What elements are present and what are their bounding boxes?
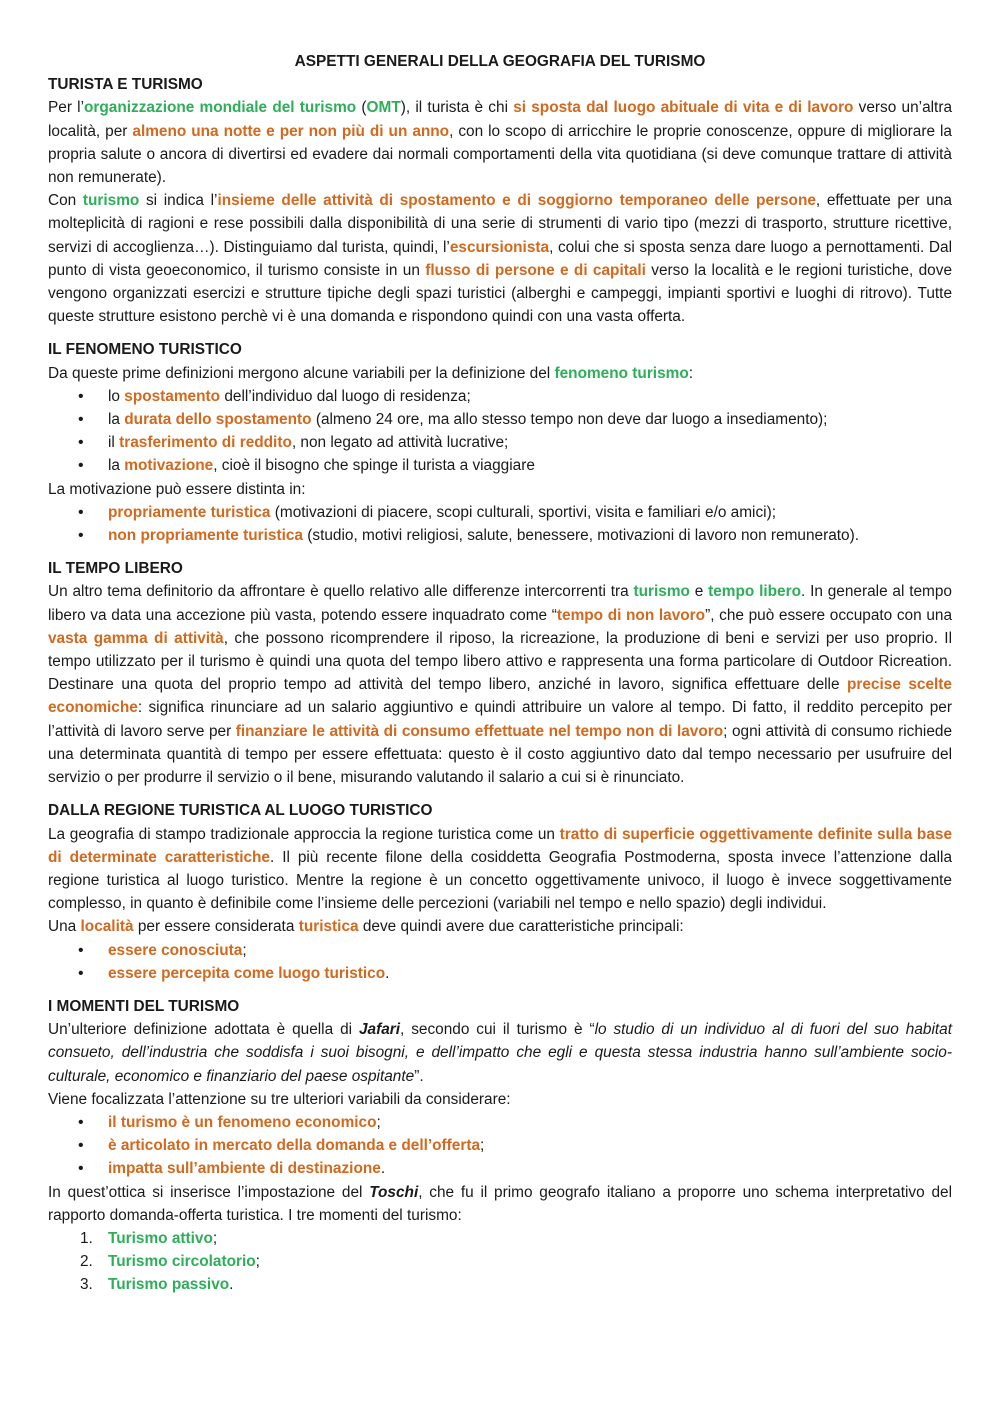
text-run: ”. — [414, 1067, 424, 1085]
text-run: insieme delle attività di spostamento e di soggiorno temporaneo delle persone — [217, 192, 816, 210]
text-run: ), il turista è chi — [400, 99, 514, 117]
text-run: (motivazioni di piacere, scopi culturali, sportivi, visita e familiari e/o amici); — [270, 503, 776, 521]
text-run: tempo libero — [708, 583, 801, 601]
text-run: ; — [480, 1137, 485, 1155]
text-run: , che fu il primo geografo italiano a proporre uno schema interpretativo del rapporto domanda-offerta turistica. I tre momenti del turismo: — [48, 1183, 952, 1224]
text-run: deve quindi avere due caratteristiche principali: — [358, 918, 684, 936]
list-item — [48, 454, 952, 477]
text-run: Jafari — [358, 1021, 401, 1039]
section-heading-turista: TURISTA E TURISMO — [48, 76, 203, 94]
text-run: e — [689, 583, 709, 601]
list-variabili — [48, 385, 952, 478]
paragraph-turista — [48, 96, 952, 189]
paragraph-tempo-libero — [48, 580, 952, 789]
numbered-item — [48, 1250, 952, 1273]
text-run: vasta gamma di attività — [48, 629, 224, 647]
text-run: OMT — [366, 99, 401, 117]
text-run: Da queste prime definizioni mergono alcune variabili per la definizione del — [48, 364, 555, 382]
text-run: , secondo cui il turismo è “ — [400, 1021, 595, 1039]
text-run: spostamento — [124, 387, 221, 405]
section-heading-regione: DALLA REGIONE TURISTICA AL LUOGO TURISTICO — [48, 802, 433, 820]
paragraph-motivazione — [48, 478, 952, 501]
text-run: Toschi — [369, 1183, 419, 1201]
item-number: 3. — [80, 1276, 93, 1294]
item-text — [108, 1276, 233, 1293]
text-run: propriamente turistica — [108, 503, 271, 521]
text-run: Un altro tema definitorio da affrontare è quello relativo alle differenze intercorrenti tra — [48, 583, 634, 601]
document-title: ASPETTI GENERALI DELLA GEOGRAFIA DEL TURISMO — [294, 53, 706, 70]
text-run: verso un’altra località, per — [48, 99, 953, 140]
text-run: località — [80, 918, 134, 936]
text-run: la — [108, 457, 125, 475]
text-run: la — [108, 411, 125, 429]
paragraph-turismo — [48, 189, 952, 328]
list-item — [48, 962, 952, 985]
text-run: turistica — [298, 918, 359, 936]
text-run: (studio, motivi religiosi, salute, benessere, motivazioni di lavoro non remunerato). — [302, 527, 860, 545]
text-run: turismo — [82, 192, 140, 210]
text-run: Una — [48, 918, 81, 936]
section-heading-fenomeno: IL FENOMENO TURISTICO — [48, 341, 242, 359]
text-run: dell’individuo dal luogo di residenza; — [220, 387, 471, 405]
text-run: , che possono ricomprendere il riposo, la ricreazione, la produzione di beni e servizi per uso proprio. Il tempo utilizzato per il turismo è quindi una quota del tempo libero attivo e rappresenta una forma particolare di Outdoor Ricreation. Destinare una quota del proprio tempo ad attività del tempo libero, anziché in lavoro, significa effettuare delle — [48, 629, 952, 694]
text-run: : — [688, 364, 694, 382]
text-run: ; — [212, 1229, 218, 1247]
text-run: Un’ulteriore definizione adottata è quella di — [48, 1021, 359, 1039]
paragraph-toschi — [48, 1181, 952, 1227]
paragraph-localita — [48, 915, 952, 938]
list-item — [48, 408, 952, 431]
list-item — [48, 939, 952, 962]
text-run: Turismo attivo — [108, 1229, 213, 1247]
text-run: verso la località e le regioni turistiche, dove vengono organizzati esercizi e strutture tipiche degli spazi turistici (alberghi e campeggi, impianti sportivi e luoghi di ritrovo). Tutte queste strutture esistono perchè vi è una domanda e rispondono quindi con una vasta offerta. — [48, 261, 952, 326]
text-run: , colui che si sposta senza dare luogo a pernottamenti. Dal punto di vista geoeconomico, il turismo consiste in un — [48, 238, 952, 279]
text-run: essere conosciuta — [108, 941, 243, 959]
text-run: ”, che può essere occupato con una — [705, 606, 953, 624]
list-ulteriori-variabili — [48, 1111, 952, 1181]
text-run: , con lo scopo di arricchire le proprie conoscenze, oppure di migliorare la propria salute o ancora di divertirsi ed evadere dai normali comportamenti della vita quotidiana (si deve comunque trattare di attività non remunerate). — [48, 122, 952, 187]
text-run: durata dello spostamento — [124, 411, 312, 429]
list-item — [48, 1157, 952, 1180]
list-item — [48, 1111, 952, 1134]
list-momenti — [48, 1227, 952, 1297]
text-run: per essere considerata — [133, 918, 299, 936]
list-caratteristiche — [48, 939, 952, 985]
list-item — [48, 431, 952, 454]
text-run: ; — [376, 1113, 381, 1131]
text-run: motivazione — [124, 457, 214, 475]
list-motivazioni — [48, 501, 952, 547]
item-number: 2. — [80, 1253, 93, 1271]
text-run: , effettuate per una molteplicità di ragioni e rese possibili dalla disponibilità di una serie di strumenti di vario tipo (mezzi di trasporto, strutture ricettive, servizi di accoglienza…). Distinguiamo dal turista, quindi, l’ — [48, 192, 952, 256]
paragraph-regione — [48, 823, 952, 916]
text-run: La geografia di stampo tradizionale approccia la regione turistica come un — [48, 825, 560, 843]
text-run: , cioè il bisogno che spinge il turista a viaggiare — [213, 457, 535, 475]
text-run: tempo di non lavoro — [556, 606, 706, 624]
text-run: . — [380, 1160, 386, 1178]
paragraph-variabili — [48, 1088, 952, 1111]
text-run: lo — [108, 387, 125, 405]
paragraph-fenomeno-intro — [48, 362, 952, 385]
numbered-item — [48, 1273, 952, 1296]
text-run: . Il più recente filone della cosiddetta Geografia Postmoderna, sposta invece l’attenzione dalla regione turistica al luogo turistico. Mentre la regione è un concetto oggettivamente univoco, il luogo è invece soggettivamente complesso, in quanto è definibile come l’insieme delle percezioni (variabili nel tempo e nello spazio) degli individui. — [48, 848, 953, 913]
paragraph-jafari — [48, 1018, 952, 1088]
text-run: flusso di persone e di capitali — [425, 261, 646, 279]
text-run: (almeno 24 ore, ma allo stesso tempo non deve dar luogo a insediamento); — [311, 411, 828, 429]
text-run: ; — [242, 941, 247, 959]
text-run: essere percepita come luogo turistico — [108, 964, 386, 982]
text-run: almeno una notte e per non più di un anno — [132, 122, 450, 140]
text-run: fenomeno turismo — [554, 364, 689, 382]
text-run: non propriamente turistica — [108, 527, 303, 545]
text-run: è articolato in mercato della domanda e dell’offerta — [108, 1137, 481, 1155]
text-run: precise scelte economiche — [48, 676, 952, 717]
text-run: organizzazione mondiale del turismo — [84, 99, 357, 117]
text-run: La motivazione può essere distinta in: — [48, 480, 306, 498]
text-run: : significa rinunciare ad un salario aggiuntivo e quindi attribuire un valore al tempo. Di fatto, il reddito percepito per l’attività di lavoro serve per — [48, 699, 952, 740]
item-text — [108, 1230, 217, 1247]
text-run: Con — [48, 192, 83, 210]
text-run: Turismo circolatorio — [108, 1253, 256, 1271]
text-run: impatta sull’ambiente di destinazione — [108, 1160, 381, 1178]
list-item — [48, 385, 952, 408]
text-run: il turismo è un fenomeno economico — [108, 1113, 377, 1131]
document-page — [48, 44, 952, 1297]
text-run: , non legato ad attività lucrative; — [291, 434, 509, 452]
text-run: Viene focalizzata l’attenzione su tre ulteriori variabili da considerare: — [48, 1090, 511, 1108]
text-run: . — [229, 1276, 234, 1294]
item-text — [108, 1253, 260, 1270]
text-run: il — [108, 434, 120, 452]
text-run: si indica l’ — [139, 192, 218, 210]
text-run: . — [385, 964, 390, 982]
text-run: tratto di superficie oggettivamente definite sulla base di determinate caratteristiche — [48, 825, 952, 866]
text-run: Per l’ — [48, 99, 85, 117]
text-run: trasferimento di reddito — [119, 434, 292, 452]
item-number: 1. — [80, 1229, 93, 1247]
list-item — [48, 1134, 952, 1157]
text-run: escursionista — [449, 238, 550, 256]
text-run: finanziare le attività di consumo effettuate nel tempo non di lavoro — [235, 722, 724, 740]
list-item — [48, 524, 952, 547]
numbered-item — [48, 1227, 952, 1250]
text-run: Turismo passivo — [108, 1276, 230, 1294]
text-run: turismo — [633, 583, 690, 601]
list-item — [48, 501, 952, 524]
text-run: In quest’ottica si inserisce l’impostazione del — [48, 1183, 370, 1201]
text-run: ( — [356, 99, 367, 117]
text-run: ; ogni attività di consumo richiede una determinata quantità di tempo per essere effettuata: questo è il costo aggiuntivo dato dal tempo necessario per usufruire del servizio o per produrre il servizio o il bene, misurando valutando il salario a cui si è rinunciato. — [48, 722, 953, 787]
text-run: lo studio di un individuo al di fuori del suo habitat consueto, dell’industria che soddisfa i suoi bisogni, e dell’impatto che egli e questa stessa industria hanno sull’ambiente socio-culturale, economico e finanziario del paese ospitante — [48, 1021, 952, 1085]
text-run: ; — [255, 1253, 260, 1271]
text-run: si sposta dal luogo abituale di vita e di lavoro — [513, 99, 854, 117]
section-heading-momenti: I MOMENTI DEL TURISMO — [48, 997, 240, 1015]
section-heading-tempo-libero: IL TEMPO LIBERO — [48, 560, 183, 578]
text-run: . In generale al tempo libero va data una accezione più vasta, potendo essere inquadrato come “ — [48, 583, 952, 624]
